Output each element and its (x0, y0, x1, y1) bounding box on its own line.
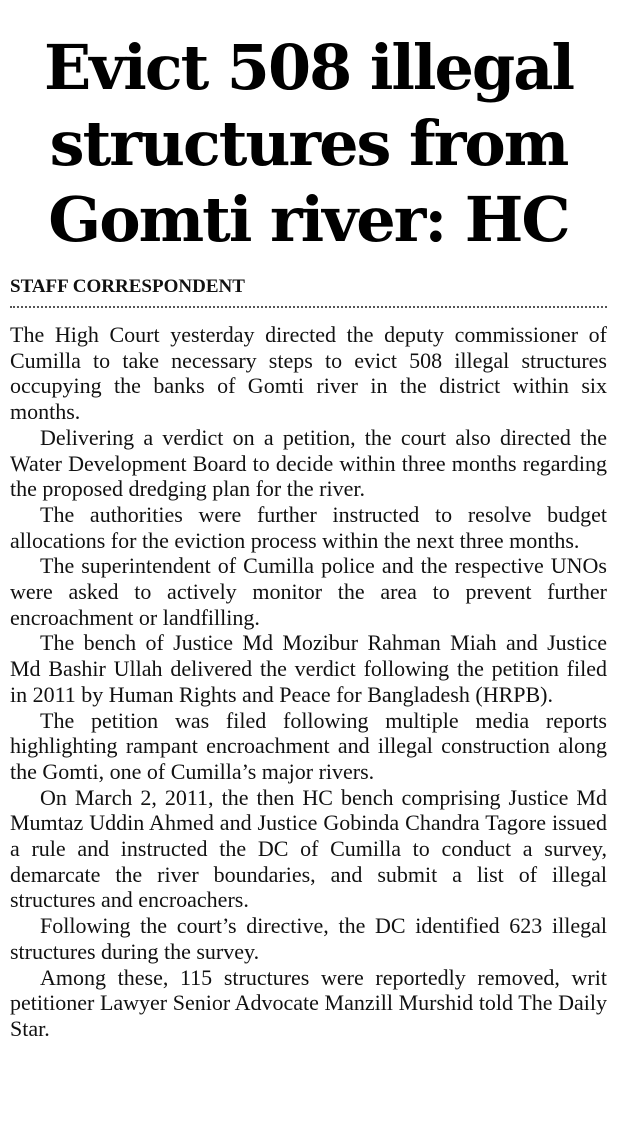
paragraph: On March 2, 2011, the then HC bench comprising Justice Md Mumtaz Uddin Ahmed and Justice Gobinda Chandra Tagore issued a rule and instructed the DC of Cumilla to conduct a survey, demarcate the river boundaries, and submit a list of illegal structures and encroachers. (10, 784, 607, 913)
headline: Evict 508 illegal structures from Gomti river: HC (44, 31, 573, 256)
paragraph: Among these, 115 structures were reportedly removed, writ petitioner Lawyer Senior Advocate Manzill Murshid told The Daily Star. (10, 964, 607, 1041)
article (10, 0, 607, 1042)
paragraph: The petition was filed following multiple media reports highlighting rampant encroachment and illegal construction along the Gomti, one of Cumilla’s major rivers. (10, 707, 607, 784)
paragraph: The bench of Justice Md Mozibur Rahman Miah and Justice Md Bashir Ullah delivered the verdict following the petition filed in 2011 by Human Rights and Peace for Bangladesh (HRPB). (10, 630, 607, 707)
paragraph: The High Court yesterday directed the deputy commissioner of Cumilla to take necessary steps to evict 508 illegal structures occupying the banks of Gomti river in the district within six months. (10, 322, 607, 425)
paragraph: Delivering a verdict on a petition, the court also directed the Water Development Board to decide within three months regarding the proposed dredging plan for the river. (10, 424, 607, 502)
paragraph: The superintendent of Cumilla police and the respective UNOs were asked to actively monitor the area to prevent further encroachment or landfilling. (10, 553, 607, 630)
paragraph: The authorities were further instructed to resolve budget allocations for the eviction process within the next three months. (10, 501, 607, 553)
dotted-divider (10, 306, 607, 308)
byline: STAFF CORRESPONDENT (10, 276, 245, 297)
paragraph: Following the court’s directive, the DC identified 623 illegal structures during the survey. (10, 913, 607, 964)
article-body (10, 322, 607, 1042)
